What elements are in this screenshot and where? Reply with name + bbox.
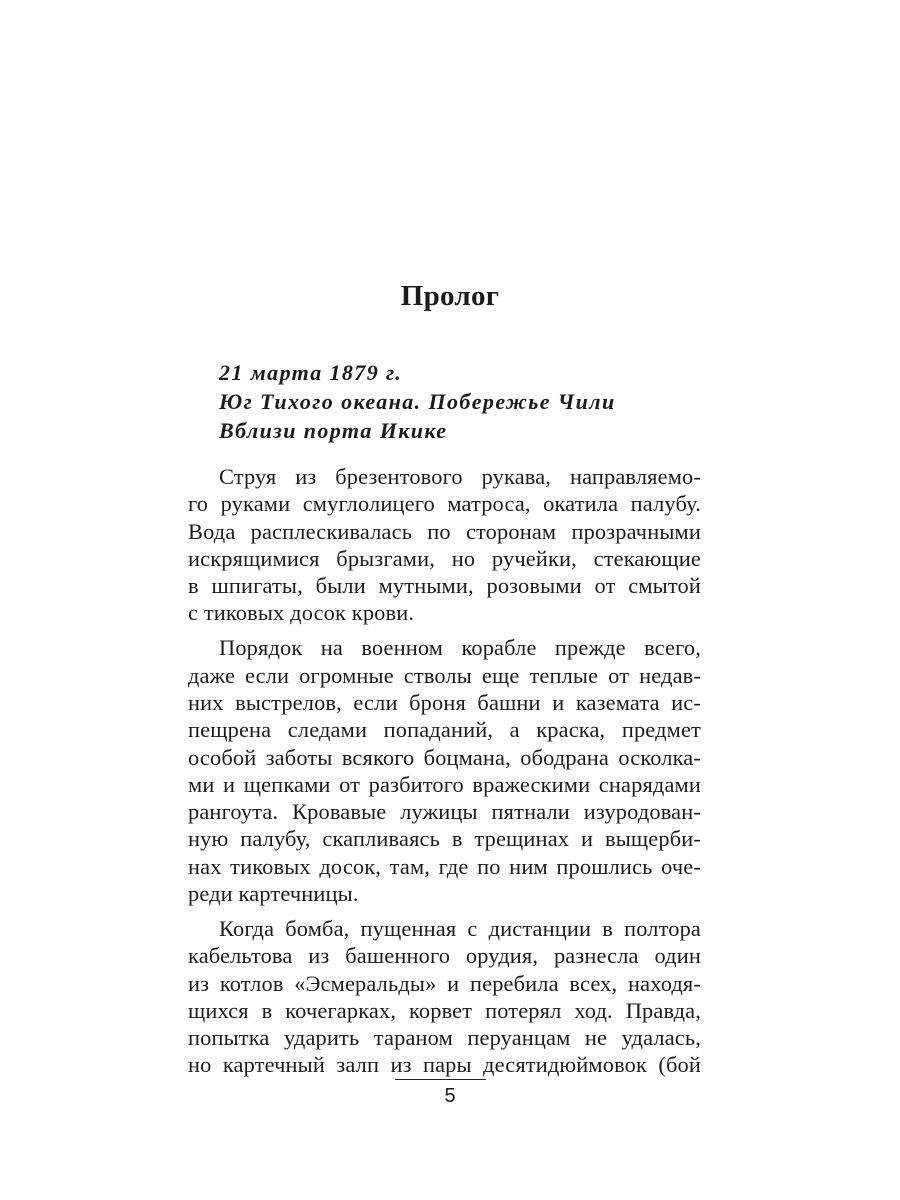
paragraph-1 — [188, 463, 701, 627]
text-line: рангоута. Кровавые лужицы пятнали изуродован- — [188, 799, 701, 825]
text-line: из котлов «Эсмеральды» и перебила всех, находя- — [188, 970, 701, 996]
text-line: с тиковых досок крови. — [188, 600, 415, 626]
text-line: особой заботы всякого боцмана, ободрана осколка- — [188, 744, 701, 770]
paragraph-3 — [188, 915, 701, 1079]
epigraph-date: 21 марта 1879 г. — [219, 360, 403, 385]
text-line: нах тиковых досок, там, где по ним прошлись оче- — [188, 853, 701, 879]
text-line: ми и щепками от разбитого вражескими снарядами — [188, 771, 701, 797]
epigraph-location: Вблизи порта Икике — [219, 418, 448, 443]
text-line: Вода расплескивалась по сторонам прозрачными — [188, 518, 701, 544]
epigraph — [219, 358, 719, 445]
text-line: го руками смуглолицего матроса, окатила палубу. — [188, 491, 701, 517]
text-line: щихся в кочегарках, корвет потерял ход. Правда, — [188, 997, 701, 1023]
text-line: попытка ударить тараном перуанцам не удалась, — [188, 1025, 701, 1051]
text-line: в шпигаты, были мутными, розовыми от смытой — [188, 573, 701, 599]
text-line: пещрена следами попаданий, а краска, предмет — [188, 717, 701, 743]
text-line: но картечный залп из пары десятидюймовок (бой — [188, 1052, 701, 1078]
body-text — [188, 463, 701, 1086]
paragraph-2 — [188, 634, 701, 907]
page-number: 5 — [444, 1085, 456, 1107]
text-line: реди картечницы. — [188, 881, 359, 907]
text-line: Порядок на военном корабле прежде всего, — [219, 635, 701, 661]
text-line: ную палубу, скапливаясь в трещинах и выщерби- — [188, 826, 701, 852]
text-line: Когда бомба, пущенная с дистанции в полтора — [219, 915, 701, 941]
text-line: искрящимися брызгами, но ручейки, стекающие — [188, 545, 701, 571]
text-line: них выстрелов, если броня башни и каземата ис- — [188, 689, 701, 715]
text-line: даже если огромные стволы еще теплые от недав- — [188, 662, 701, 688]
footer-divider — [395, 1079, 486, 1080]
text-line: Струя из брезентового рукава, направляемо- — [219, 464, 701, 489]
chapter-title: Пролог — [400, 280, 500, 312]
epigraph-region: Юг Тихого океана. Побережье Чили — [219, 389, 616, 414]
text-line: кабельтова из башенного орудия, разнесла один — [188, 943, 701, 969]
